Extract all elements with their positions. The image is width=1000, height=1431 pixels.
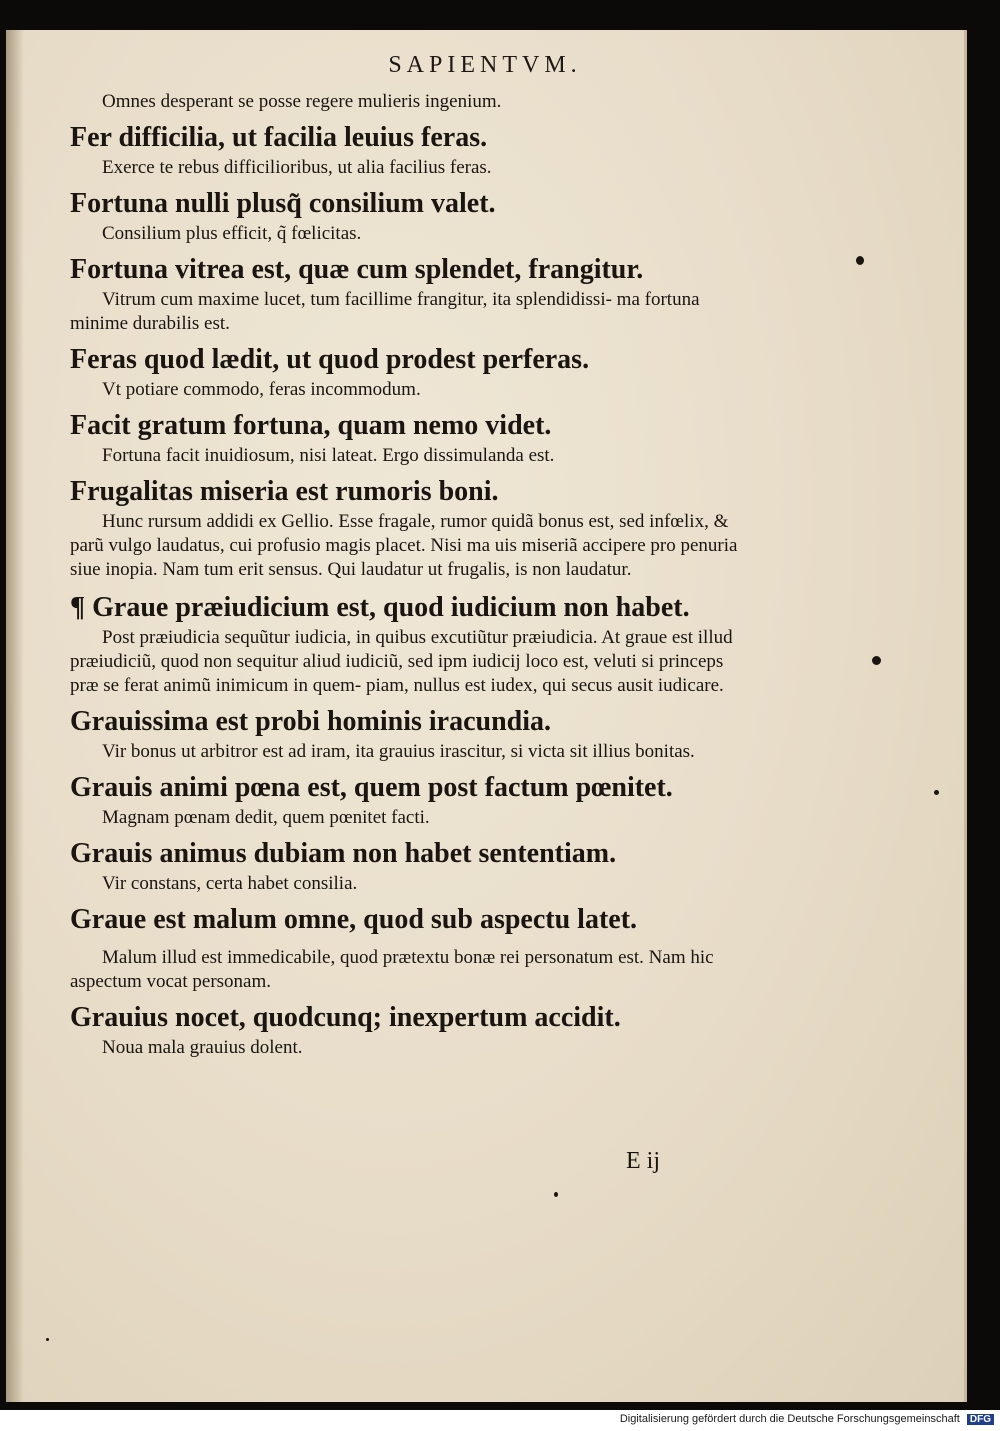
entry-9 <box>70 770 750 830</box>
headline-7: ¶ Graue præiudicium est, quod iudicium non habet. <box>70 592 690 623</box>
gloss-3: Vitrum cum maxime lucet, tum facillime frangitur, ita splendidissi- ma fortuna minime durabilis est. <box>70 289 700 334</box>
entry-7 <box>70 590 750 698</box>
gloss-7: Post præiudicia sequũtur iudicia, in quibus excutiũtur præiudicia. At graue est illud præiudiciũ, quod non sequitur aliud iudiciũ, sed ipm iudicij loco est, veluti si princeps præ se ferat animũ inimicum in quem- piam, nullus est iudex, qui secus ausit iudicare. <box>70 627 733 696</box>
page-gutter <box>6 30 24 1402</box>
entry-5 <box>70 408 750 468</box>
headline-12: Grauius nocet, quodcunq; inexpertum accidit. <box>70 1002 621 1033</box>
ink-speck <box>554 1192 558 1197</box>
headline-1: Fer difficilia, ut facilia leuius feras. <box>70 122 488 153</box>
page-text <box>70 86 750 1066</box>
gloss-5: Fortuna facit inuidiosum, nisi lateat. Ergo dissimulanda est. <box>102 445 555 466</box>
book-page <box>6 30 967 1402</box>
entry-11 <box>70 902 750 994</box>
entry-1 <box>70 120 750 180</box>
headline-2: Fortuna nulli plusq̃ consilium valet. <box>70 188 496 219</box>
gloss-11: Malum illud est immedicabile, quod prætextu bonæ rei personatum est. Nam hic aspectum vocat personam. <box>70 947 714 992</box>
headline-8: Grauissima est probi hominis iracundia. <box>70 706 552 737</box>
entry-6 <box>70 474 750 582</box>
entry-8 <box>70 704 750 764</box>
digitization-footer <box>620 1413 994 1425</box>
headline-6: Frugalitas miseria est rumoris boni. <box>70 476 499 507</box>
gloss-12: Noua mala grauius dolent. <box>102 1037 303 1058</box>
gloss-9: Magnam pœnam dedit, quem pœnitet facti. <box>102 807 430 828</box>
entry-10 <box>70 836 750 896</box>
headline-3: Fortuna vitrea est, quæ cum splendet, frangitur. <box>70 254 644 285</box>
gloss-8: Vir bonus ut arbitror est ad iram, ita grauius irascitur, si victa sit illius bonitas. <box>102 741 695 762</box>
headline-9: Grauis animi pœna est, quem post factum pœnitet. <box>70 772 673 803</box>
gloss-2: Consilium plus efficit, q̃ fœlicitas. <box>102 223 362 244</box>
gloss-4: Vt potiare commodo, feras incommodum. <box>102 379 421 400</box>
gloss-1: Exerce te rebus difficilioribus, ut alia facilius feras. <box>102 157 492 178</box>
ink-speck <box>856 256 864 265</box>
headline-10: Grauis animus dubiam non habet sententiam. <box>70 838 617 869</box>
gloss-0: Omnes desperant se posse regere mulieris ingenium. <box>102 91 502 112</box>
footer-text: Digitalisierung gefördert durch die Deutsche Forschungsgemeinschaft <box>619 1413 960 1425</box>
gloss-6: Hunc rursum addidi ex Gellio. Esse fragale, rumor quidã bonus est, sed infœlix, & parũ vulgo laudatus, cui profusio magis placet. Nisi ma uis miseriã accipere pro penuria siue inopia. Nam tum erit sensus. Qui laudatur ut frugalis, is non laudatur. <box>70 511 738 580</box>
headline-4: Feras quod lædit, ut quod prodest perferas. <box>70 344 590 375</box>
gloss-10: Vir constans, certa habet consilia. <box>102 873 358 894</box>
entry-2 <box>70 186 750 246</box>
entry-4 <box>70 342 750 402</box>
ink-speck <box>872 656 881 665</box>
running-head: SAPIENTVM. <box>388 52 582 78</box>
headline-5: Facit gratum fortuna, quam nemo videt. <box>70 410 552 441</box>
entry-12 <box>70 1000 750 1060</box>
ink-speck <box>46 1338 49 1341</box>
signature-mark: E ij <box>626 1148 660 1174</box>
entry-3 <box>70 252 750 336</box>
ink-speck <box>934 790 939 795</box>
dfg-logo-icon: DFG <box>967 1414 994 1425</box>
entry-0 <box>70 90 750 114</box>
headline-11: Graue est malum omne, quod sub aspectu latet. <box>70 904 638 935</box>
